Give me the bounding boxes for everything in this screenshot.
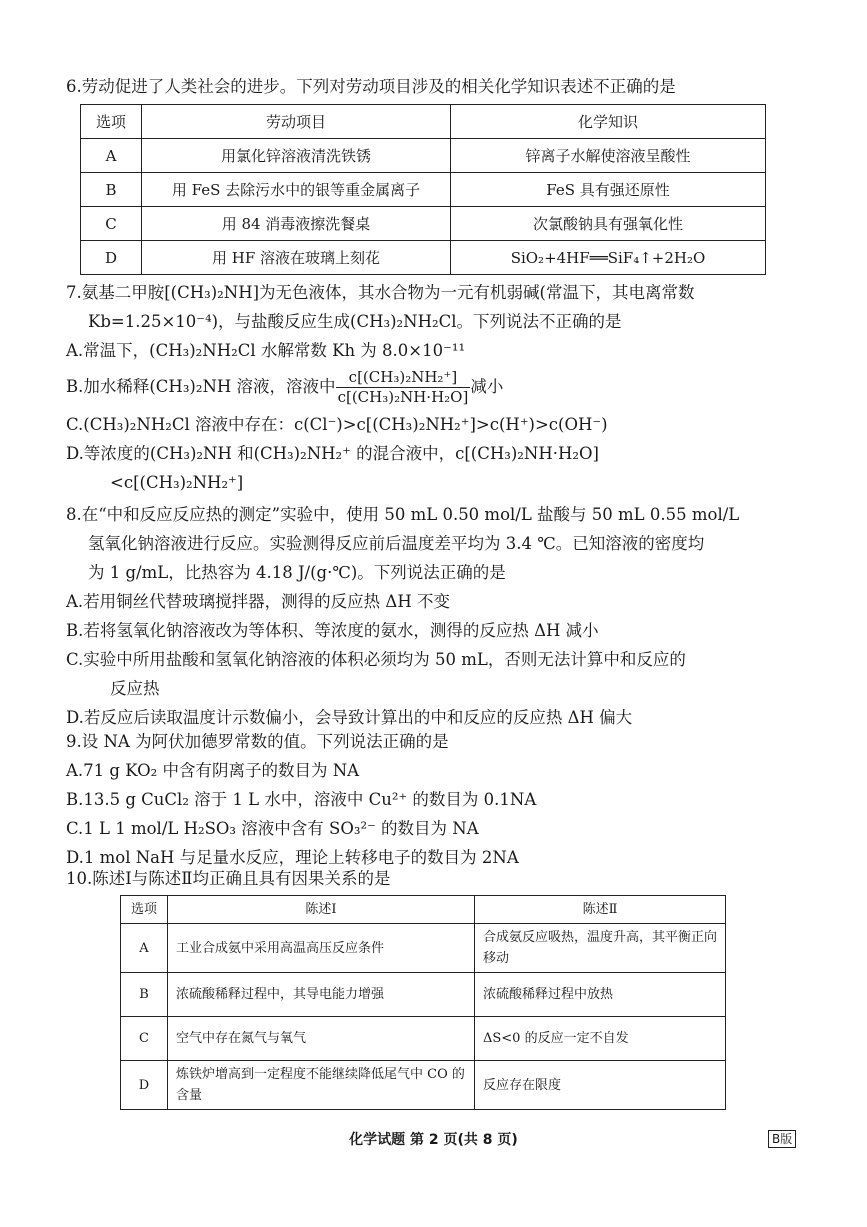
table-cell: ΔS<0 的反应一定不自发 <box>475 1017 726 1061</box>
table-row <box>121 1017 726 1061</box>
table-row <box>81 173 766 207</box>
page-footer: 化学试题 第 2 页(共 8 页) <box>349 1132 518 1148</box>
table-row <box>81 139 766 173</box>
question-7 <box>66 278 806 497</box>
table-cell: 浓硫酸稀释过程中，其导电能力增强 <box>168 973 475 1017</box>
table-header-row <box>81 105 766 139</box>
header-cell: 陈述Ⅰ <box>168 896 475 924</box>
question-8-option-b: B.若将氢氧化钠溶液改为等体积、等浓度的氨水，测得的反应热 ΔH 减小 <box>66 621 599 640</box>
question-9-option-d: D.1 mol NaH 与足量水反应，理论上转移电子的数目为 2NA <box>66 848 519 867</box>
question-9-stem: 9.设 NA 为阿伏加德罗常数的值。下列说法正确的是 <box>66 732 449 751</box>
question-7-option-d: D.等浓度的(CH₃)₂NH 和(CH₃)₂NH₂⁺ 的混合液中，c[(CH₃)₂NH·H₂O] <box>66 444 599 463</box>
option-b-suffix: 减小 <box>470 377 504 396</box>
option-cell: B <box>81 173 142 207</box>
question-9-option-b: B.13.5 g CuCl₂ 溶于 1 L 水中，溶液中 Cu²⁺ 的数目为 0.1NA <box>66 790 537 809</box>
table-cell: 空气中存在氮气与氧气 <box>168 1017 475 1061</box>
table-cell: 用 FeS 去除污水中的银等重金属离子 <box>142 173 451 207</box>
header-cell: 选项 <box>81 105 142 139</box>
question-7-option-b <box>66 368 806 407</box>
question-7-stem: 7.氨基二甲胺[(CH₃)₂NH]为无色液体，其水合物为一元有机弱碱(常温下，其电离常数 <box>66 283 695 302</box>
table-cell: FeS 具有强还原性 <box>451 173 766 207</box>
table-row <box>81 241 766 275</box>
header-cell: 劳动项目 <box>142 105 451 139</box>
question-7-option-a: A.常温下，(CH₃)₂NH₂Cl 水解常数 Kh 为 8.0×10⁻¹¹ <box>66 341 466 360</box>
option-cell: C <box>121 1017 168 1061</box>
question-8-stem-cont2: 为 1 g/mL，比热容为 4.18 J/(g·℃)。下列说法正确的是 <box>88 563 506 582</box>
question-10-table <box>120 895 726 1110</box>
table-cell: 锌离子水解使溶液呈酸性 <box>451 139 766 173</box>
fraction-numerator: c[(CH₃)₂NH₂⁺] <box>336 368 471 388</box>
table-cell: 用氯化锌溶液清洗铁锈 <box>142 139 451 173</box>
question-7-option-d-cont: <c[(CH₃)₂NH₂⁺] <box>110 473 244 492</box>
question-8 <box>66 500 806 732</box>
table-row <box>121 973 726 1017</box>
table-cell: SiO₂+4HF══SiF₄↑+2H₂O <box>451 241 766 275</box>
table-cell: 反应存在限度 <box>475 1061 726 1110</box>
option-cell: B <box>121 973 168 1017</box>
question-8-option-c: C.实验中所用盐酸和氢氧化钠溶液的体积必须均为 50 mL，否则无法计算中和反应的 <box>66 650 686 669</box>
option-cell: A <box>121 924 168 973</box>
table-cell: 用 HF 溶液在玻璃上刻花 <box>142 241 451 275</box>
table-cell: 工业合成氨中采用高温高压反应条件 <box>168 924 475 973</box>
option-cell: D <box>81 241 142 275</box>
option-cell: D <box>121 1061 168 1110</box>
option-cell: A <box>81 139 142 173</box>
question-6-stem: 6.劳动促进了人类社会的进步。下列对劳动项目涉及的相关化学知识表述不正确的是 <box>66 77 676 96</box>
table-cell: 浓硫酸稀释过程中放热 <box>475 973 726 1017</box>
table-row <box>81 207 766 241</box>
question-7-option-c: C.(CH₃)₂NH₂Cl 溶液中存在：c(Cl⁻)>c[(CH₃)₂NH₂⁺]>c(H⁺)>c(OH⁻) <box>66 415 608 434</box>
question-8-option-d: D.若反应后读取温度计示数偏小，会导致计算出的中和反应的反应热 ΔH 偏大 <box>66 708 633 727</box>
fraction <box>336 368 471 407</box>
header-cell: 陈述Ⅱ <box>475 896 726 924</box>
question-6-table <box>80 104 766 275</box>
question-10 <box>66 864 806 893</box>
table-cell: 炼铁炉增高到一定程度不能继续降低尾气中 CO 的含量 <box>168 1061 475 1110</box>
table-row <box>121 1061 726 1110</box>
question-9 <box>66 727 806 872</box>
question-10-stem: 10.陈述Ⅰ与陈述Ⅱ均正确且具有因果关系的是 <box>66 869 391 888</box>
version-badge: B版 <box>768 1130 796 1148</box>
fraction-denominator: c[(CH₃)₂NH·H₂O] <box>337 388 469 406</box>
question-7-stem-cont: Kb=1.25×10⁻⁴)，与盐酸反应生成(CH₃)₂NH₂Cl。下列说法不正确的是 <box>88 312 622 331</box>
option-cell: C <box>81 207 142 241</box>
question-6 <box>66 72 806 101</box>
table-cell: 用 84 消毒液擦洗餐桌 <box>142 207 451 241</box>
table-row <box>121 924 726 973</box>
header-cell: 化学知识 <box>451 105 766 139</box>
table-cell: 合成氨反应吸热，温度升高，其平衡正向移动 <box>475 924 726 973</box>
header-cell: 选项 <box>121 896 168 924</box>
question-8-stem-cont: 氢氧化钠溶液进行反应。实验测得反应前后温度差平均为 3.4 ℃。已知溶液的密度均 <box>88 534 705 553</box>
question-8-stem: 8.在“中和反应反应热的测定”实验中，使用 50 mL 0.50 mol/L 盐酸与 50 mL 0.55 mol/L <box>66 505 740 524</box>
option-b-text: B.加水稀释(CH₃)₂NH 溶液，溶液中 <box>66 377 336 396</box>
question-9-option-c: C.1 L 1 mol/L H₂SO₃ 溶液中含有 SO₃²⁻ 的数目为 NA <box>66 819 479 838</box>
question-9-option-a: A.71 g KO₂ 中含有阴离子的数目为 NA <box>66 761 360 780</box>
table-cell: 次氯酸钠具有强氧化性 <box>451 207 766 241</box>
table-header-row <box>121 896 726 924</box>
question-8-option-c-cont: 反应热 <box>110 679 160 698</box>
question-8-option-a: A.若用铜丝代替玻璃搅拌器，测得的反应热 ΔH 不变 <box>66 592 450 611</box>
